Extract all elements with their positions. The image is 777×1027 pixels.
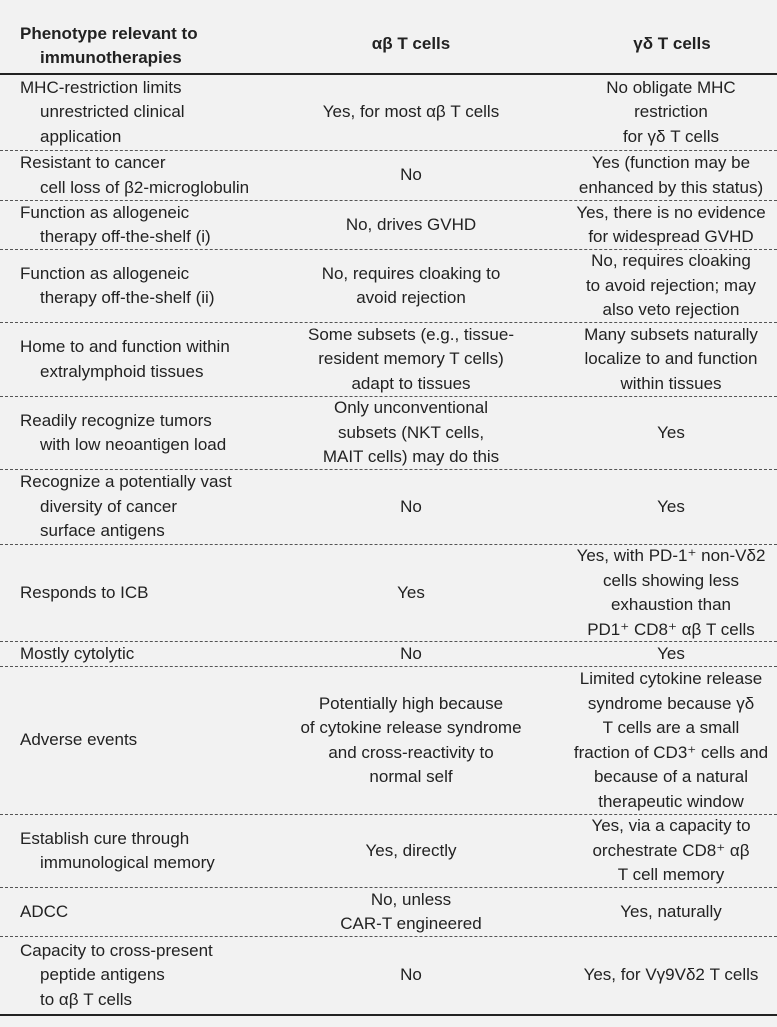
alphabeta-cell bbox=[252, 815, 570, 887]
table-row bbox=[0, 642, 777, 667]
cell-line: Yes, directly bbox=[365, 840, 457, 860]
cell-line: for γδ T cells bbox=[622, 126, 720, 146]
cell-line: resident memory T cells) bbox=[318, 349, 504, 369]
cell-line: No, unless bbox=[370, 889, 452, 909]
header-alphabeta: αβ T cells bbox=[371, 34, 451, 53]
table-header bbox=[0, 0, 777, 75]
alphabeta-cell bbox=[252, 75, 570, 150]
cell-line: No, requires cloaking to bbox=[321, 263, 501, 283]
cell-line: within tissues bbox=[620, 373, 722, 393]
phenotype-cell bbox=[20, 250, 252, 322]
table-row bbox=[0, 888, 777, 937]
cell-line: Establish cure through bbox=[20, 828, 190, 848]
cell-line: Function as allogeneic bbox=[20, 202, 190, 222]
cell-line: Capacity to cross-present bbox=[20, 940, 213, 960]
cell-line: Resistant to cancer bbox=[20, 153, 166, 172]
cell-line: MHC-restriction limits bbox=[20, 77, 182, 97]
cell-line: Mostly cytolytic bbox=[20, 643, 135, 663]
cell-line: and cross-reactivity to bbox=[328, 742, 494, 762]
cell-line: Only unconventional bbox=[333, 398, 489, 418]
gammadelta-cell bbox=[570, 815, 772, 887]
phenotype-cell bbox=[20, 667, 252, 814]
cell-line: Limited cytokine release bbox=[579, 669, 763, 688]
phenotype-cell bbox=[20, 937, 252, 1014]
alphabeta-cell bbox=[252, 151, 570, 200]
cell-line: Potentially high because bbox=[318, 693, 504, 713]
cell-line: Many subsets naturally bbox=[584, 324, 758, 344]
cell-line: Yes, with PD-1⁺ non-Vδ2 bbox=[576, 546, 766, 565]
cell-line: Yes, for most αβ T cells bbox=[322, 102, 500, 122]
cell-line: restriction bbox=[634, 102, 708, 122]
phenotype-cell bbox=[20, 888, 252, 936]
cell-line: MAIT cells) may do this bbox=[322, 447, 500, 467]
cell-line: localize to and function bbox=[584, 349, 758, 369]
alphabeta-cell bbox=[252, 470, 570, 544]
cell-line: cell loss of β2-microglobulin bbox=[40, 177, 250, 197]
cell-line: surface antigens bbox=[40, 521, 165, 541]
cell-line: syndrome because γδ bbox=[587, 693, 755, 713]
table-row bbox=[0, 545, 777, 642]
table-row bbox=[0, 151, 777, 201]
cell-line: No bbox=[400, 965, 422, 985]
cell-line: CAR-T engineered bbox=[340, 914, 482, 933]
phenotype-cell bbox=[20, 151, 252, 200]
cell-line: therapy off-the-shelf (i) bbox=[40, 227, 211, 246]
phenotype-cell bbox=[20, 75, 252, 150]
alphabeta-cell bbox=[252, 397, 570, 469]
cell-line: to αβ T cells bbox=[40, 989, 133, 1009]
table-row bbox=[0, 667, 777, 815]
table-row bbox=[0, 75, 777, 151]
table-row bbox=[0, 201, 777, 250]
cell-line: adapt to tissues bbox=[351, 373, 471, 393]
gammadelta-cell bbox=[570, 937, 772, 1014]
cell-line: peptide antigens bbox=[40, 965, 165, 985]
alphabeta-cell bbox=[252, 201, 570, 249]
cell-line: also veto rejection bbox=[602, 300, 740, 320]
cell-line: diversity of cancer bbox=[40, 496, 177, 516]
cell-line: Function as allogeneic bbox=[20, 263, 190, 283]
alphabeta-cell bbox=[252, 888, 570, 936]
cell-line: cells showing less bbox=[602, 570, 740, 590]
cell-line: No, drives GVHD bbox=[345, 214, 477, 234]
gammadelta-cell bbox=[570, 201, 772, 249]
alphabeta-cell bbox=[252, 667, 570, 814]
cell-line: Adverse events bbox=[20, 730, 138, 750]
gammadelta-cell bbox=[570, 642, 772, 666]
phenotype-cell bbox=[20, 470, 252, 544]
cell-line: Yes bbox=[397, 582, 425, 602]
table-row bbox=[0, 323, 777, 397]
cell-line: Yes, naturally bbox=[620, 901, 722, 921]
cell-line: Yes, there is no evidence bbox=[576, 202, 766, 222]
cell-line: Yes (function may be bbox=[591, 153, 751, 172]
table-row bbox=[0, 937, 777, 1016]
cell-line: No, requires cloaking bbox=[591, 251, 751, 271]
cell-line: No bbox=[400, 496, 422, 516]
cell-line: Yes, for Vγ9Vδ2 T cells bbox=[583, 965, 759, 985]
gammadelta-cell bbox=[570, 545, 772, 641]
cell-line: No bbox=[400, 165, 422, 185]
cell-line: exhaustion than bbox=[610, 595, 732, 614]
cell-line: for widespread GVHD bbox=[588, 227, 754, 246]
table-row bbox=[0, 397, 777, 470]
phenotype-cell bbox=[20, 642, 252, 666]
gammadelta-cell bbox=[570, 151, 772, 200]
cell-line: Recognize a potentially vast bbox=[20, 472, 232, 492]
cell-line: fraction of CD3⁺ cells and bbox=[573, 742, 769, 762]
cell-line: extralymphoid tissues bbox=[40, 361, 204, 381]
gammadelta-cell bbox=[570, 323, 772, 396]
cell-line: No obligate MHC bbox=[606, 77, 736, 97]
alphabeta-cell bbox=[252, 937, 570, 1014]
gammadelta-cell bbox=[570, 397, 772, 469]
table-row bbox=[0, 815, 777, 888]
gammadelta-cell bbox=[570, 470, 772, 544]
gammadelta-cell bbox=[570, 75, 772, 150]
table-row bbox=[0, 250, 777, 323]
cell-line: with low neoantigen load bbox=[40, 435, 227, 454]
cell-line: application bbox=[40, 126, 122, 146]
phenotype-cell bbox=[20, 815, 252, 887]
phenotype-cell bbox=[20, 397, 252, 469]
gammadelta-cell bbox=[570, 250, 772, 322]
cell-line: Yes bbox=[657, 496, 685, 516]
cell-line: Readily recognize tumors bbox=[20, 410, 212, 430]
cell-line: ADCC bbox=[20, 901, 69, 921]
phenotype-cell bbox=[20, 323, 252, 396]
header-phenotype-line2: immunotherapies bbox=[40, 48, 182, 67]
cell-line: because of a natural bbox=[593, 767, 749, 786]
cell-line: Yes bbox=[657, 643, 685, 663]
header-phenotype-line1: Phenotype relevant to bbox=[20, 24, 198, 43]
cell-line: subsets (NKT cells, bbox=[337, 422, 485, 442]
alphabeta-cell bbox=[252, 545, 570, 641]
alphabeta-cell bbox=[252, 323, 570, 396]
cell-line: No bbox=[400, 643, 422, 663]
cell-line: PD1⁺ CD8⁺ αβ T cells bbox=[587, 619, 755, 639]
cell-line: Some subsets (e.g., tissue- bbox=[308, 324, 514, 344]
cell-line: T cells are a small bbox=[602, 718, 740, 737]
phenotype-cell bbox=[20, 545, 252, 641]
header-phenotype bbox=[20, 22, 250, 70]
cell-line: normal self bbox=[369, 767, 453, 786]
cell-line: of cytokine release syndrome bbox=[300, 718, 522, 737]
cell-line: Home to and function within bbox=[20, 337, 230, 356]
alphabeta-cell bbox=[252, 250, 570, 322]
gammadelta-cell bbox=[570, 888, 772, 936]
cell-line: Yes bbox=[657, 422, 685, 442]
cell-line: unrestricted clinical bbox=[40, 102, 185, 122]
alphabeta-cell bbox=[252, 642, 570, 666]
cell-line: enhanced by this status) bbox=[578, 177, 764, 197]
cell-line: therapy off-the-shelf (ii) bbox=[40, 288, 215, 307]
cell-line: avoid rejection bbox=[356, 288, 466, 307]
cell-line: to avoid rejection; may bbox=[585, 275, 757, 295]
cell-line: Yes, via a capacity to bbox=[591, 816, 751, 836]
cell-line: immunological memory bbox=[40, 853, 215, 872]
gammadelta-cell bbox=[570, 667, 772, 814]
table-row bbox=[0, 470, 777, 545]
cell-line: orchestrate CD8⁺ αβ bbox=[592, 840, 750, 860]
cell-line: T cell memory bbox=[617, 865, 725, 885]
cell-line: therapeutic window bbox=[598, 791, 744, 811]
cell-line: Responds to ICB bbox=[20, 582, 149, 602]
header-gammadelta: γδ T cells bbox=[633, 34, 711, 53]
phenotype-cell bbox=[20, 201, 252, 249]
